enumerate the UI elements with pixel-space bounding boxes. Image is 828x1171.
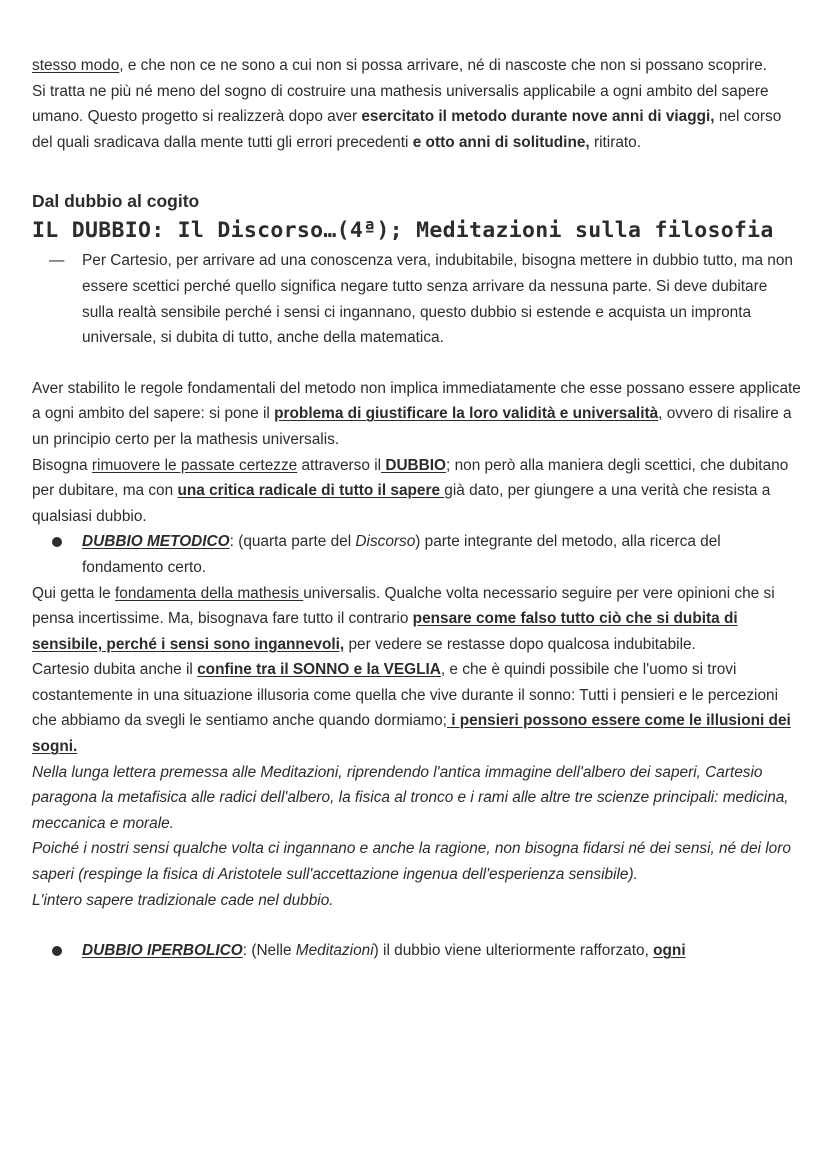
text-run: attraverso il — [297, 456, 382, 474]
body-paragraph-6 — [32, 657, 802, 759]
text-run: : (Nelle — [242, 942, 296, 960]
text-run: ; non però alla maniera degli scettici, che dubitano per dubitare, ma con — [32, 456, 789, 500]
text-run: ) parte integrante del metodo, alla ricerca del fondamento certo. — [82, 533, 721, 576]
text-run: , e che è quindi possibile che l'uomo si trovi costantemente in una situazione illusoria come quella che vive durante il sonno: Tutti i pensieri e le percezioni che abbiamo da svegli le sentiamo anche quando dormiamo; — [32, 661, 779, 730]
text-run: : (quarta parte del — [229, 533, 356, 551]
bold-underlined-phrase: confine tra il SONNO e la VEGLIA — [197, 661, 441, 679]
text-run: ) il dubbio viene ulteriormente rafforzato, — [373, 942, 654, 960]
text-run: nel corso del quali sradicava dalla mente tutti gli errori precedenti — [32, 108, 782, 151]
section-heading: Dal dubbio al cogito — [32, 191, 200, 212]
bullet-label: DUBBIO METODICO — [82, 533, 230, 551]
body-paragraph-3 — [32, 376, 802, 453]
section-title: IL DUBBIO: Il Discorso…(4ª); Meditazioni sulla filosofia — [32, 218, 774, 244]
text-run: Qui getta le — [32, 584, 115, 602]
bold-underlined-phrase: problema di giustificare la loro validità e universalità — [274, 405, 659, 423]
underlined-phrase: fondamenta della mathesis — [115, 584, 304, 602]
underlined-phrase: stesso modo — [32, 57, 120, 74]
text-run: , e che non ce ne sono a cui non si possa arrivare, né di nascoste che non si possano scoprire. — [119, 57, 767, 74]
bold-underlined-phrase: una critica radicale di tutto il sapere — [177, 482, 445, 500]
intro-paragraph-1 — [32, 53, 802, 79]
italic-paragraph-7: Nella lunga lettera premessa alle Meditazioni, riprendendo l'antica immagine dell'albero dei saperi, Cartesio paragona la metafisica alle radici dell'albero, la fisica al tronco e i rami alle altre tre scienze principali: medicina, meccanica e morale. — [32, 763, 789, 832]
bullet-dot-icon — [52, 537, 62, 547]
text-run: Aver stabilito le regole fondamentali del metodo non implica immediatamente che esse possano essere applicate a ogni ambito del sapere: si pone il — [32, 379, 801, 423]
bold-underlined-phrase: pensare come falso tutto ciò che si dubita di sensibile, perché i sensi sono ingannevoli, — [32, 610, 738, 653]
bullet-list-item — [32, 529, 802, 580]
text-run: ritirato. — [589, 133, 642, 151]
bold-phrase: esercitato il metodo durante nove anni di viaggi, — [361, 108, 715, 126]
text-run: già dato, per giungere a una verità che resista a qualsiasi dubbio. — [32, 482, 771, 525]
bold-underlined-word: ogni — [653, 942, 686, 960]
bullet-list-item — [32, 938, 802, 964]
text-run: universalis. Qualche volta necessario seguire per vere opinioni che si pensa incertissime. Ma, bisognava fare tutto il contrario — [32, 584, 775, 628]
bullet-dot-icon — [52, 946, 62, 956]
document-page — [32, 53, 802, 964]
dash-list-item — [32, 248, 802, 350]
body-paragraph-5 — [32, 581, 802, 658]
italic-paragraph-8: Poiché i nostri sensi qualche volta ci ingannano e anche la ragione, non bisogna fidarsi né dei sensi, né dei loro saperi (respinge la fisica di Aristotele sull'accettazione ingenua dell'esperienza sensibile). — [32, 840, 791, 884]
dash-item-text: Per Cartesio, per arrivare ad una conoscenza vera, indubitabile, bisogna mettere in dubbio tutto, ma non essere scettici perché quello significa negare tutto senza arrivare da nessuna parte. Si deve dubitare sulla realtà sensibile perché i sensi ci ingannano, questo dubbio si estende e acquista un impronta universale, si dubita di tutto, anche della matematica. — [82, 252, 793, 347]
text-run: , ovvero di risalire a un principio certo per la mathesis universalis. — [32, 405, 792, 448]
italic-word: Discorso — [355, 533, 416, 551]
underlined-phrase: rimuovere le passate certezze — [91, 456, 298, 474]
italic-word: Meditazioni — [295, 942, 374, 960]
intro-paragraph-2 — [32, 79, 802, 156]
text-run: Bisogna — [32, 456, 92, 474]
bold-underlined-phrase: i pensieri possono essere come le illusioni dei sogni. — [32, 712, 791, 756]
body-paragraph-4 — [32, 453, 802, 530]
bullet-label: DUBBIO IPERBOLICO — [82, 942, 243, 960]
spacer — [32, 913, 802, 938]
italic-paragraph-9: L'intero sapere tradizionale cade nel dubbio. — [32, 891, 334, 909]
bold-underlined-phrase: DUBBIO — [381, 456, 447, 474]
spacer — [32, 351, 802, 376]
dash-bullet-icon: — — [49, 252, 65, 270]
bold-phrase: e otto anni di solitudine, — [412, 133, 590, 151]
text-run: Cartesio dubita anche il — [32, 661, 198, 679]
text-run: per vedere se restasse dopo qualcosa indubitabile. — [344, 635, 696, 653]
text-run: Si tratta ne più né meno del sogno di costruire una mathesis universalis applicabile a ogni ambito del sapere umano. Questo progetto si realizzerà dopo aver — [32, 82, 769, 126]
